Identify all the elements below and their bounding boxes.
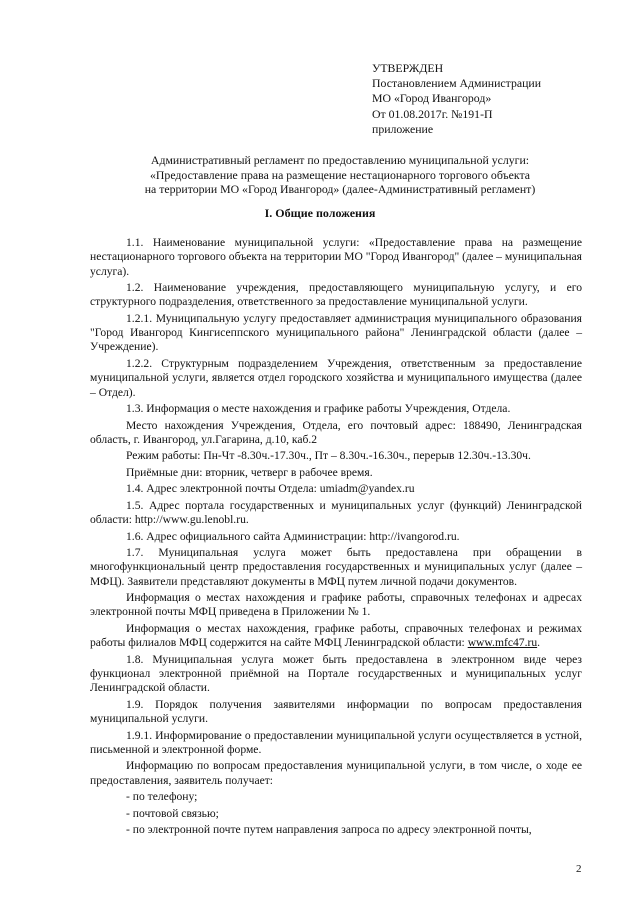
approval-line-date-number: От 01.08.2017г. №191-П — [372, 106, 493, 121]
list-item-phone: - по телефону; — [126, 790, 198, 804]
paragraph-1-2-1: 1.2.1. Муниципальную услугу предоставляет администрация муниципального образования "Город Ивангород Кингисеппского муниципального района" Ленинградской области (далее – Учреждение). — [90, 311, 582, 354]
list-item-post: - почтовой связью; — [126, 806, 219, 820]
paragraph-1-2-2: 1.2.2. Структурным подразделением Учреждения, ответственным за предоставление муниципальной услуги, является отдел городского хозяйства и муниципального имущества (далее – Отдел). — [90, 356, 582, 399]
paragraph-1-6: 1.6. Адрес официального сайта Администрации: http://ivangorod.ru. — [126, 529, 460, 543]
section-heading: I. Общие положения — [264, 206, 376, 220]
paragraph-1-9-1: 1.9.1. Информирование о предоставлении муниципальной услуги осуществляется в устной, письменной и электронной форме. — [90, 728, 582, 756]
paragraph-mfc-info: Информация о местах нахождения и графике работы, справочных телефонах и адресах электронной почты МФЦ приведена в Приложении № 1. — [90, 591, 582, 619]
document-title — [80, 153, 600, 197]
paragraph-1-4: 1.4. Адрес электронной почты Отдела: umiadm@yandex.ru — [126, 482, 415, 496]
paragraph-info-channels: Информацию по вопросам предоставления муниципальной услуги, в том числе, о ходе ее предоставления, заявитель получает: — [90, 759, 582, 787]
title-line-3: на территории МО «Город Ивангород» (далее-Административный регламент) — [144, 182, 536, 197]
title-line-1: Административный регламент по предоставлению муниципальной услуги: — [150, 153, 530, 167]
approval-line-appendix: приложение — [372, 121, 434, 136]
approval-line-approved: УТВЕРЖДЕН — [372, 61, 444, 75]
mfc-website-link[interactable]: www.mfc47.ru — [467, 636, 538, 650]
mfc-branches-text: Информация о местах нахождения, графике работы, справочных телефонах и режимах работы филиалов МФЦ содержится на сайте МФЦ Ленинградской области: — [90, 621, 582, 650]
paragraph-1-9: 1.9. Порядок получения заявителями информации по вопросам предоставления муниципальной услуги. — [90, 697, 582, 726]
paragraph-1-5: 1.5. Адрес портала государственных и муниципальных услуг (функций) Ленинградской области: http://www.gu.lenobl.ru. — [90, 498, 582, 527]
approval-line-municipality: МО «Город Ивангород» — [372, 91, 492, 106]
page-number: 2 — [576, 863, 582, 875]
list-item-email: - по электронной почте путем направления запроса по адресу электронной почты, — [126, 823, 532, 837]
approval-line-resolution: Постановлением Администрации — [372, 76, 542, 91]
document-body — [90, 236, 582, 840]
paragraph-1-2: 1.2. Наименование учреждения, предоставляющего муниципальную услугу, и его структурного подразделения, ответственного за предоставление муниципальной услуги. — [90, 281, 582, 309]
paragraph-1-7: 1.7. Муниципальная услуга может быть предоставлена при обращении в многофункциональный центр предоставления государственных и муниципальных услуг (далее – МФЦ). Заявители представляют документы в МФЦ путем личной подачи документов. — [90, 546, 582, 588]
paragraph-location: Место нахождения Учреждения, Отдела, его почтовый адрес: 188490, Ленинградская область, г. Ивангород, ул.Гагарина, д.10, каб.2 — [90, 418, 582, 446]
approval-stamp — [372, 61, 541, 137]
paragraph-mfc-branches: Информация о местах нахождения, графике работы, справочных телефонах и режимах работы филиалов МФЦ содержится на сайте МФЦ Ленинградской области: www.mfc47.ru. — [90, 621, 582, 650]
paragraph-reception-days: Приёмные дни: вторник, четверг в рабочее время. — [126, 465, 373, 479]
paragraph-1-1: 1.1. Наименование муниципальной услуги: «Предоставление права на размещение нестационарного торгового объекта на территории МО "Город Ивангород" (далее – муниципальная услуга). — [90, 236, 582, 278]
paragraph-1-3: 1.3. Информация о месте нахождения и графике работы Учреждения, Отдела. — [126, 402, 511, 416]
paragraph-1-8: 1.8. Муниципальная услуга может быть предоставлена в электронном виде через функционал электронной приёмной на Портале государственных и муниципальных услуг Ленинградской области. — [90, 652, 582, 695]
title-line-2: «Предоставление права на размещение нестационарного торгового объекта — [150, 167, 530, 182]
paragraph-working-hours: Режим работы: Пн-Чт -8.30ч.-17.30ч., Пт – 8.30ч.-16.30ч., перерыв 12.30ч.-13.30ч. — [126, 449, 531, 463]
